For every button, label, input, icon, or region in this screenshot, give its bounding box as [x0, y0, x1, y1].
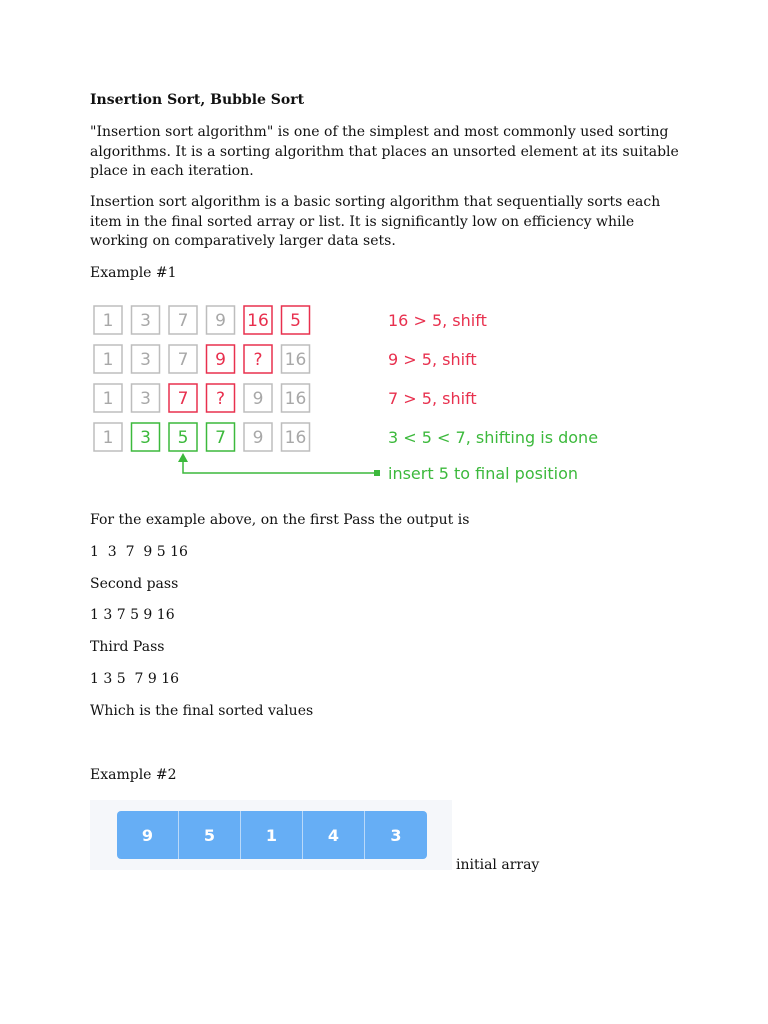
array-cell-value: 16	[247, 311, 269, 331]
array-cell-value: 5	[290, 311, 301, 331]
array-cell-value: 9	[252, 389, 264, 409]
insertion-sort-diagram	[90, 300, 610, 485]
array-cell-value: 1	[102, 389, 114, 409]
initial-array-cell: 9	[117, 811, 179, 859]
array-cell-value: 9	[215, 350, 226, 370]
first-pass-label: For the example above, on the first Pass the output is	[90, 512, 470, 528]
array-cell-value: ?	[215, 389, 226, 409]
array-cell-value: ?	[253, 350, 263, 370]
step-note: 3 < 5 < 7, shifting is done	[388, 428, 599, 447]
example2-label: Example #2	[90, 767, 177, 783]
array-cell-value: 7	[177, 350, 189, 370]
array-cell-value: 7	[215, 428, 226, 448]
final-sorted-note: Which is the final sorted values	[90, 703, 314, 719]
insert-arrow-tail	[374, 470, 380, 476]
array-cell-value: 5	[177, 428, 189, 448]
array-cell-value: 3	[140, 350, 151, 370]
document-heading: Insertion Sort, Bubble Sort	[90, 92, 305, 108]
array-cell-value: 9	[252, 428, 264, 448]
first-pass-output: 1 3 7 9 5 16	[90, 544, 188, 560]
array-cell-value: 1	[102, 350, 114, 370]
array-cell-value: 16	[284, 428, 307, 448]
third-pass-output: 1 3 5 7 9 16	[90, 671, 180, 687]
intro-paragraph: "Insertion sort algorithm" is one of the simplest and most commonly used sorting algorithms. It is a sorting algorithm that places an unsorted element at its suitable place in each iteration.	[90, 124, 679, 179]
example1-label: Example #1	[90, 265, 177, 281]
second-pass-label: Second pass	[90, 576, 179, 592]
step-note: 16 > 5, shift	[388, 311, 487, 330]
array-cell-value: 3	[140, 389, 151, 409]
initial-array-cell: 1	[241, 811, 303, 859]
initial-array	[117, 811, 427, 859]
insert-arrow-line	[183, 461, 376, 473]
array-cell-value: 9	[215, 311, 226, 331]
step-note: 7 > 5, shift	[388, 389, 477, 408]
array-cell-value: 7	[177, 389, 189, 409]
array-cell-value: 1	[102, 311, 114, 331]
array-cell-value: 16	[284, 350, 307, 370]
initial-array-cell: 4	[303, 811, 365, 859]
array-cell-value: 3	[140, 311, 151, 331]
insert-note: insert 5 to final position	[388, 464, 579, 483]
initial-array-cell: 3	[365, 811, 427, 859]
step-note: 9 > 5, shift	[388, 350, 477, 369]
initial-array-cell: 5	[179, 811, 241, 859]
array-cell-value: 16	[284, 389, 307, 409]
second-pass-output: 1 3 7 5 9 16	[90, 607, 175, 623]
array-cell-value: 7	[177, 311, 189, 331]
array-cell-value: 1	[102, 428, 114, 448]
third-pass-label: Third Pass	[90, 639, 165, 655]
initial-array-caption: initial array	[456, 857, 540, 873]
insert-arrow-head	[178, 453, 188, 462]
array-cell-value: 3	[140, 428, 151, 448]
initial-array-figure	[90, 800, 452, 870]
description-paragraph: Insertion sort algorithm is a basic sorting algorithm that sequentially sorts each item in the final sorted array or list. It is significantly low on efficiency while working on comparatively larger data sets.	[90, 194, 661, 249]
